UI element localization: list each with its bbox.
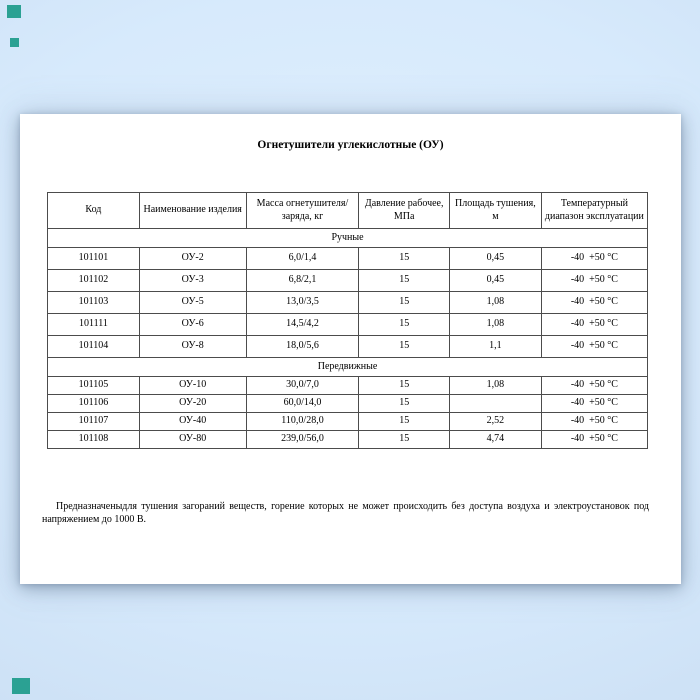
table-row: [48, 270, 648, 292]
table-cell: 1,08: [449, 314, 541, 336]
column-header: Температурный диапазон эксплуатации: [541, 193, 647, 229]
table-cell: ОУ-2: [139, 248, 246, 270]
table-row: [48, 292, 648, 314]
table-cell: -40 +50 °C: [541, 336, 647, 358]
table-cell: ОУ-20: [139, 395, 246, 413]
table-row: [48, 314, 648, 336]
document-title: Огнетушители углекислотные (ОУ): [257, 139, 444, 151]
table-row: [48, 431, 648, 449]
table-cell: 101104: [48, 336, 140, 358]
table-header: [48, 193, 648, 229]
table-cell: 15: [359, 377, 450, 395]
table-cell: 101103: [48, 292, 140, 314]
table-cell: -40 +50 °C: [541, 270, 647, 292]
table-cell: 15: [359, 413, 450, 431]
table-cell: 15: [359, 248, 450, 270]
table-cell: 60,0/14,0: [246, 395, 359, 413]
table-cell: 110,0/28,0: [246, 413, 359, 431]
table-cell: 18,0/5,6: [246, 336, 359, 358]
table-row: [48, 395, 648, 413]
table-cell: 6,8/2,1: [246, 270, 359, 292]
table-cell: -40 +50 °C: [541, 413, 647, 431]
table-cell: 30,0/7,0: [246, 377, 359, 395]
document-page: [20, 114, 681, 584]
table-cell: 101106: [48, 395, 140, 413]
section-label: Ручные: [48, 229, 648, 248]
table-cell: 15: [359, 431, 450, 449]
table-cell: -40 +50 °C: [541, 248, 647, 270]
table-cell: -40 +50 °C: [541, 314, 647, 336]
table-header-row: [48, 193, 648, 229]
table-cell: 101101: [48, 248, 140, 270]
table-cell: 1,08: [449, 292, 541, 314]
table-cell: -40 +50 °C: [541, 377, 647, 395]
column-header: Площадь тушения, м: [449, 193, 541, 229]
table-cell: 13,0/3,5: [246, 292, 359, 314]
table-cell: 15: [359, 395, 450, 413]
table-cell: -40 +50 °C: [541, 292, 647, 314]
table-cell: ОУ-8: [139, 336, 246, 358]
table-row: [48, 248, 648, 270]
table-cell: 15: [359, 292, 450, 314]
table-cell: 101111: [48, 314, 140, 336]
table-cell: 15: [359, 336, 450, 358]
table-cell: ОУ-10: [139, 377, 246, 395]
description-paragraph: Предназначеныдля тушения загораний веществ, горение которых не может происходить без доступа воздуха и электроустановок под напряжением до 1000 В.: [42, 501, 649, 526]
table-cell: 15: [359, 270, 450, 292]
section-row: [48, 358, 648, 377]
table-cell: 1,08: [449, 377, 541, 395]
table-cell: 101105: [48, 377, 140, 395]
table-cell: 101108: [48, 431, 140, 449]
table-cell: [449, 395, 541, 413]
table-cell: 15: [359, 314, 450, 336]
table-row: [48, 413, 648, 431]
extinguisher-table: [47, 192, 648, 449]
column-header: Масса огнетушителя/ заряда, кг: [246, 193, 359, 229]
table-cell: ОУ-3: [139, 270, 246, 292]
table-cell: 6,0/1,4: [246, 248, 359, 270]
table-cell: 101107: [48, 413, 140, 431]
table-cell: ОУ-40: [139, 413, 246, 431]
table-cell: ОУ-5: [139, 292, 246, 314]
table-row: [48, 377, 648, 395]
table-body: [48, 229, 648, 449]
table-cell: -40 +50 °C: [541, 395, 647, 413]
section-label: Передвижные: [48, 358, 648, 377]
table-cell: 0,45: [449, 248, 541, 270]
section-row: [48, 229, 648, 248]
table-row: [48, 336, 648, 358]
table-cell: 14,5/4,2: [246, 314, 359, 336]
table-cell: 239,0/56,0: [246, 431, 359, 449]
table-cell: 4,74: [449, 431, 541, 449]
table-cell: 1,1: [449, 336, 541, 358]
table-cell: ОУ-80: [139, 431, 246, 449]
table-cell: ОУ-6: [139, 314, 246, 336]
table-cell: 101102: [48, 270, 140, 292]
column-header: Код: [48, 193, 140, 229]
table-cell: -40 +50 °C: [541, 431, 647, 449]
table-cell: 0,45: [449, 270, 541, 292]
column-header: Давление рабочее, МПа: [359, 193, 450, 229]
corner-marker-icon: [7, 5, 21, 18]
column-header: Наименование изделия: [139, 193, 246, 229]
corner-marker-icon: [10, 38, 19, 47]
table-cell: 2,52: [449, 413, 541, 431]
corner-marker-icon: [12, 678, 30, 694]
